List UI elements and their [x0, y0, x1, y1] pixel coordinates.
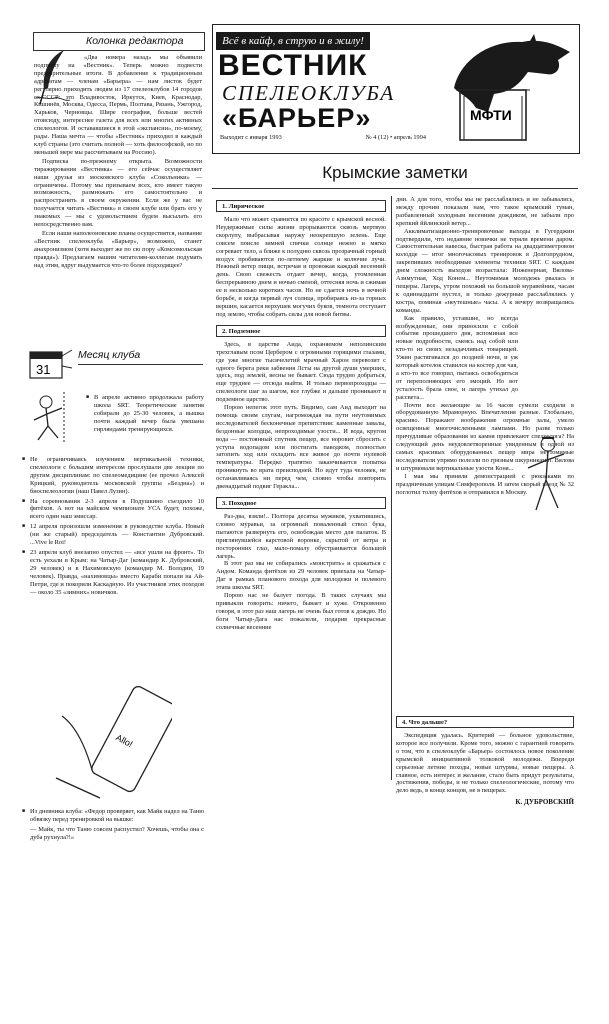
section-heading: 3. Походное: [216, 497, 386, 509]
editor-column-heading: Колонка редактора: [86, 35, 184, 47]
paragraph: дни. А для того, чтобы мы не расслаблялись и не забывались, между прочим показали нам, что такое крымский туман, разбавленный холодным весенним дождиком, не забыли про крепкий ййлинский ветер...: [396, 196, 574, 227]
svg-text:31: 31: [36, 362, 51, 377]
column-divider: [391, 196, 392, 780]
svg-text:Allo!: Allo!: [114, 732, 135, 750]
paragraph: Как правило, уставшие, но всегда возбужденные, они приносили с собой события прошедшего дня, вспоминая все новые подробности, смеясь над собой или кто-то из своих незадачливых товарищей. Ужин растягивался до поздней ночи, и уж который котелок ставился на костер для чая, а кто-то все говорил, пытаясь освободиться от переполняющих его эмоций. Но вот усталость брала свое, и лагерь утихал до рассвета...: [396, 314, 518, 401]
paragraph: Порою непегок этот путь. Видимо, сам Аид выходит на помощь своим слугам, нагромождая на пути неутомимых исследователей бесконечные препятствия: каменные завалы, бездонные колодцы, непроходимые узости... И вода, кругом вода — постоянный спутник пещер, все норовит сбросить с уступа водопадом или постигать паводком, полностью затопить ход или охладить все живое до почти нулевой температуры. Передко тратятно заканчивается попытка проникнуть во врата преисподней. Но идут туда человек, не останавливаясь ни перед чем, словно чтобы повторить двенадцатый подвиг Геракла...: [216, 404, 386, 491]
title-line2: СПЕЛЕОКЛУБА: [222, 81, 396, 105]
paragraph: 1 мая мы приняли демонстрацией с рюкзаками по праздничным улицам Симферополя. И затем скорый поезд № 32 поглотил толпу фитёхов и отправился в Москву.: [396, 472, 574, 496]
paragraph: Почти все желающие за 16 часов сумели сходили в оборудованную Мраморную. Впечатления разные. Глобально, красиво. Поражают воображение огромные залы, умело освещенные многочисленными лампами. Но разве только причудливые образования из камня привлекают спелеолога? На следующий день неудовлетворенные увиденным в одной из самых красивых оборудованных пещер мира неутомимые исследователи упрямо полезли по грязным шкурникам п. Вялова и штурмовали вертикальные узости Коня...: [396, 401, 574, 472]
editor-paragraph: «Два номера назад» мы объявили подписку на «Вестник». Теперь можно подвести предварительные итоги. В добавление к традиционным адресатам — членам «Барьера» — нам листок будет регулярно приходить людям из 17 спелеоклубов 14 городов ex-СССР: это Владивосток, Иркутск, Киев, Краснодар, Кишинёв, Москва, Одесса, Пермь, Полтава, Рязань, Ужгород, Харьков, Черновцы. Шире география, больше вестей отовсюду, интереснее газета для всех или многих активных спелеологов. И остававшиеся в этой «экспансии», по-моему, рады. Наша мечта — чтобы «Вестник» приходил в каждый клуб страны (это считать полной — хоть философской, но по меньшей мере мы рассчитываем на Россию).: [34, 54, 202, 156]
list-item: ■ Из дневника клуба: «Федор проверяет, как Майк надел на Таню обвязку перед тренировкой на вышке:: [22, 808, 204, 824]
article-headline: Крымские заметки: [322, 163, 468, 182]
club-news-first: [86, 394, 204, 436]
paragraph: Порою нас не балует погода. В таких случаях мы привыкли говорить: ничего, бывает и хуже. Откровенно говоря, в этот раз наш лагерь не очень был готов к дождю. Но боги Чатыр-Дага нас пожалели, подарив прекрасные солнечные весенние: [216, 592, 386, 631]
club-month-heading: Месяц клуба: [78, 349, 141, 361]
section-body: [216, 341, 386, 491]
calendar-icon: [24, 346, 74, 382]
paragraph: В этот раз мы не собирались «монстрить» и сражаться с Аидом. Команда фитёхов из 29 человек приехала на Чатыр-Даг в рамках планового похода для молодежи и полевого этапа школы SRT.: [216, 560, 386, 592]
paragraph: Акклиматизационно-тренировочные выходы в Гугерджин подтвердили, что недавние новички не теряли времени даром. Самостоятельная навеска, быстрая работа на двадцатиметровом колодце — итог многочасовых тренировок в Долгопрудном, закрепивших необходимые элементы техники SRT. С каждым днем сложность выходов возрастала: Инженерная, Вялова-Азимутная, Ход Конем... Неутомимая молодежь рвалась в пещеры. Лагерь, утром похожий на большой муравейник, часам к одиннадцати пустел, и только дежурные расслаблялись у костра, поминая «неутешные» часы. А к вечеру возвращались команды.: [396, 227, 574, 314]
phone-illustration-icon: [52, 686, 172, 804]
caver-illustration-icon: [26, 392, 84, 444]
list-item: ■ Не ограничиваясь изучением вертикальной техники, спелеологи с большим интересом прослушали две лекции по другим дисциплинам: по спелеомедицине (ее прочел Алексей Крицкий, руководитель московской группы «Бездна») и биоспелеологии (наш Павел Лузин).: [22, 456, 204, 496]
divider: [212, 188, 578, 189]
title-line1: ВЕСТНИК: [218, 49, 368, 82]
list-item: ■ 12 апреля произошли изменения в руководстве клуба. Новый (ни же старый) председатель — Константин Дубровский. ...Vive le Roi!: [22, 523, 204, 547]
club-news-list: [22, 456, 204, 598]
list-item: ■ 23 апреля клуб внезапно опустел — «все ушли на фронт». То есть уехали в Крым: на Чатыр-Даг (командир К. Дубровский, 29 человек) и в Нахимовскую (командир М. Володин, 19 человек). Правда, «нахимовцы» вместо Караби попали на Ай-Петри, где и покорили Каскадную. Из участников этих походов — около 35 «зимних» новичков.: [22, 549, 204, 596]
section-heading: 2. Подземное: [216, 325, 386, 337]
club-diary: [22, 808, 204, 842]
section-body: [396, 732, 574, 795]
section-heading: 1. Лирическое: [216, 200, 386, 212]
editor-paragraph: Если наши наполеоновские планы осуществятся, название «Вестник спелеоклуба «Барьер», возможно, станет анахронизмом (хотя выходит же по сю пору «Комсомольская правда»). Предлагаем нашим читателям-коллегам подумать над этим, вдруг выдумается что-то более подходящее?: [34, 229, 203, 269]
author: К. ДУБРОВСКИЙ: [515, 798, 574, 807]
section-heading: 4. Что дальше?: [396, 716, 574, 728]
list-item: ■ В апреле активно продолжала работу школа SRT. Теоретические занятия собирали до 25-30 человек, а вышка почти каждый вечер была увешана гирляндами тренирующихся.: [86, 394, 204, 434]
editor-column-text: [34, 54, 202, 270]
issue-info: [220, 134, 426, 141]
slogan: Всё в кайф, в струю и в жилу!: [216, 32, 370, 50]
issue-number: № 4 (12) • апрель 1994: [365, 134, 426, 141]
section-4: [396, 716, 574, 807]
paragraph: Экспедиция удалась. Критерий — больное удовольствие, которое все получили. Кроме того, можно с гарантией говорить о том, что в спелеоклубе «Барьер» состоялось новое поколение крымской инициативной толковой молодежи. Впереди серьезные летние походы, новые штурмы, новые пещеры. А главное, есть интерес и желание, стало быть придут результаты, достижения, победы, и не только спелеологические, потому что дело ведь, в конце концов, не в пещерах.: [396, 732, 574, 795]
diary-quote: — Майк, ты что Таню совсем распустил? Хочешь, чтобы она с дуба рухнула?!»: [30, 825, 204, 841]
list-item: ■ На соревнования 2-3 апреля в Подушкино съездило 10 фитёхов. А вот на майском чемпионате УСА будет, похоже, всего один наш эмиссар.: [22, 498, 204, 522]
editor-paragraph: Подписка по-прежнему открыта. Возможности тиражирования «Вестника» — его сейчас осуществляет наши друзья из московского клуба «Сокольники» — ограничены. Потому мы призываем всех, кто имеет такую возможность, размножать его самостоятельно и распространять в своем окружении. Если же у вас не получается читать «Вестник» в своем клубе или брать его у знакомых — мы с удовольствием будем высылать его непосредственно вам.: [34, 157, 202, 229]
article-column-left: [216, 200, 386, 632]
title-line3: «БАРЬЕР»: [222, 103, 372, 133]
paragraph: Раз-два, взяли!.. Полтора десятка мужиков, ухватившись, словно муравьи, за огромный поваленный ствол бука, пытаются развернуть его, освобождая место для палаток. В приглянувшейся карстовой воронке, скрытой от ветра и посторонних глаз, мало-помалу обустраивается большой лагерь.: [216, 513, 386, 560]
logo-text: МФТИ: [470, 107, 512, 123]
since: Выходит с января 1993: [220, 134, 282, 141]
paragraph: Здесь, в царстве Аида, охраняемом неполинским трехглавым псом Цербером с огромными горящими глазами, где уже многие тысячелетий мрачный Харон перевозит с одного берега реки забвения Лсты на другой души умерших, здесь, под землей, весны не бывает. Сюда трудно добраться, еще труднее — отсюда выйти. И только первопроходцы — спелеологи шаг за шагом, все глубже и дальше проникают в подземное царство.: [216, 340, 386, 404]
caver-sketch-icon: [514, 432, 576, 516]
section-body: [216, 216, 386, 319]
section-body: [216, 513, 386, 632]
horse-logo-icon: [430, 30, 576, 150]
divider: [78, 364, 203, 365]
paragraph: Мало что может сравнится по красоте с крымской весной. Неудержимые силы жизни прорываются сквозь мертвую скорлупу, выбрасывая наружу неокрепшую зелень. Еще совсем поисле зимней спячки солнце нежно и мягко согревает тело, а ближе к полудню сквозь прозрачный горный воздух пробиваются по-летнему жаркие и колючие лучи. Нежный ветер пищи, встречая и провожая каждый весенний день. Свою свежесть отдает вечер, когда, утомленная беспрерывною днем и ночью сменой, оттесняя ночь и сжимая ее в несколько коротких часов. Но не сдается ночь в вечной борьбе, и когда первый луч солнца, пробираясь из-за горных вершин, касается верхушек могучих буков, темнота отступает под землю, чтобы собрать силы для новой битвы.: [216, 216, 386, 318]
